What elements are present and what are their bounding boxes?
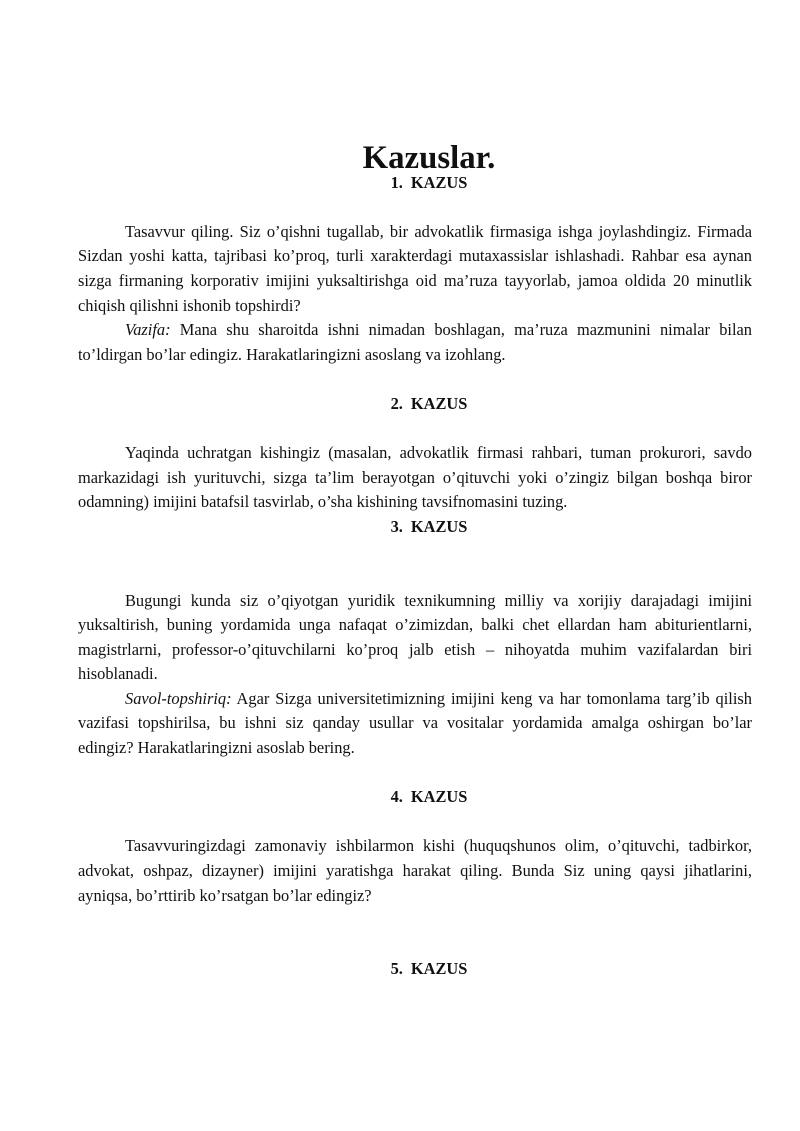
case-3-question-text: Agar Sizga universitetimizning imijini keng va har tomonlama targ’ib qilish vazifasi topshirilsa, bu ishni siz qanday usullar va vositalar yordamida amalga oshirgan bo’lar edingiz? Harakatlaringizni asoslab bering. xyxy=(78,688,752,758)
case-5-number: 5. xyxy=(390,959,403,979)
case-1-paragraph-1-text: Tasavvur qiling. Siz o’qishni tugallab, bir advokatlik firmasiga ishga joylashdingiz. Firmada Sizdan yoshi katta, tajribasi ko’proq, turli xarakterdagi mutaxassislar ishlashadi. Rahbar esa aynan sizga firmaning korporativ imijini yuksaltirishga oid ma’ruza tayyorlab, jamoa oldida 20 minutlik chiqish qilishni ishonib topshirdi? xyxy=(78,221,752,315)
case-1-task-label: Vazifa: xyxy=(125,320,171,340)
case-1-heading xyxy=(78,171,752,196)
case-4-paragraph-1 xyxy=(78,834,752,908)
case-1-number: 1. xyxy=(390,172,403,192)
document-page xyxy=(78,140,752,982)
case-3-question-paragraph xyxy=(78,687,752,761)
case-1-task-paragraph xyxy=(78,318,752,367)
case-1-heading-text: KAZUS xyxy=(410,172,468,192)
case-4-heading xyxy=(78,785,752,810)
case-1-paragraph-1 xyxy=(78,220,752,318)
case-4-paragraph-1-text: Tasavvuringizdagi zamonaviy ishbilarmon kishi (huquqshunos olim, o’qituvchi, tadbirkor, advokat, oshpaz, dizayner) imijini yaratishga harakat qiling. Bunda Siz uning qaysi jihatlarini, ayniqsa, bo’rttirib ko’rsatgan bo’lar edingiz? xyxy=(78,836,752,905)
case-3-paragraph-1-text: Bugungi kunda siz o’qiyotgan yuridik texnikumning milliy va xorijiy darajadagi imijini yuksaltirish, buning yordamida unga nafaqat o’zimizdan, balki chet ellardan ham abiturientlarni, magistrlarni, professor-o’qituvchilarni ko’proq jalb etish – nihoyatda muhim vazifalardan biri hisoblanadi. xyxy=(78,590,752,684)
document-title: Kazuslar. xyxy=(362,140,496,176)
case-2-paragraph-1-text: Yaqinda uchratgan kishingiz (masalan, advokatlik firmasi rahbari, tuman prokurori, savdo markazidagi ish yurituvchi, sizga ta’lim berayotgan o’qituvchi yoki o’zingiz bilgan boshqa biror odamning) imijini batafsil tasvirlab, o’sha kishining tavsifnomasini tuzing. xyxy=(78,443,752,512)
case-3-question-label: Savol-topshiriq: xyxy=(125,688,232,708)
case-3-heading-text: KAZUS xyxy=(410,516,468,536)
case-2-paragraph-1 xyxy=(78,441,752,515)
case-2-heading-text: KAZUS xyxy=(410,393,468,413)
case-4-number: 4. xyxy=(390,787,403,807)
case-2-heading xyxy=(78,392,752,417)
case-5-heading xyxy=(78,957,752,982)
case-4-heading-text: KAZUS xyxy=(410,787,468,807)
case-5-heading-text: KAZUS xyxy=(410,959,468,979)
case-1-task-text: Mana shu sharoitda ishni nimadan boshlagan, ma’ruza mazmunini nimalar bilan to’ldirgan bo’lar edingiz. Harakatlaringizni asoslang va izohlang. xyxy=(78,320,752,364)
case-3-number: 3. xyxy=(390,516,403,536)
case-3-heading xyxy=(78,515,752,540)
case-2-number: 2. xyxy=(390,393,403,413)
case-3-paragraph-1 xyxy=(78,589,752,687)
